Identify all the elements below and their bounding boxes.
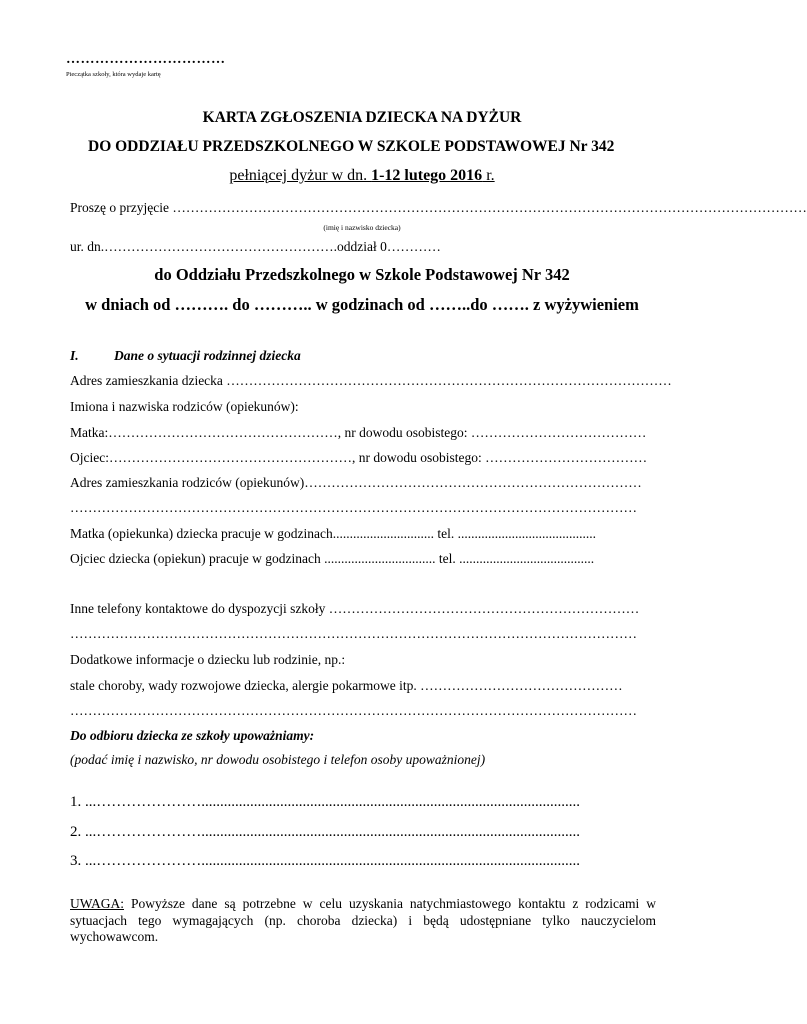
document-title: KARTA ZGŁOSZENIA DZIECKA NA DYŻUR xyxy=(202,109,522,126)
school-unit-line: do Oddziału Przedszkolnego w Szkole Podstawowej Nr 342 xyxy=(154,265,570,284)
other-phones-field[interactable]: Inne telefony kontaktowe do dyspozycji szkoły …………………………………………………………… xyxy=(70,601,640,616)
child-address-field[interactable]: Adres zamieszkania dziecka ……………………………………………………………………………………… xyxy=(70,373,672,388)
duty-period-dates: 1-12 lutego 2016 xyxy=(371,167,483,184)
parents-address-field[interactable]: Adres zamieszkania rodziców (opiekunów)………………………………………………………………… xyxy=(70,475,642,490)
section-number: I. xyxy=(70,348,79,363)
duty-period-suffix: r. xyxy=(482,167,495,184)
other-phones-continuation[interactable]: ……………………………………………………………………………………………………………… xyxy=(70,626,637,641)
parents-names-label: Imiona i nazwiska rodziców (opiekunów): xyxy=(70,399,299,414)
birth-date-field[interactable]: ur. dn.…………………………………………….oddział 0………… xyxy=(70,239,441,254)
pickup-person-1-field[interactable]: 1. ...…………………..................................................................................................... xyxy=(70,794,580,810)
additional-info-label: Dodatkowe informacje o dziecku lub rodzinie, np.: xyxy=(70,652,346,667)
document-title-line2: DO ODDZIAŁU PRZEDSZKOLNEGO W SZKOLE PODSTAWOWEJ Nr 342 xyxy=(88,138,615,155)
duty-period-prefix: pełniącej dyżur w dn. xyxy=(229,167,372,184)
father-field[interactable]: Ojciec:………………………………………………, nr dowodu osobistego: ……………………………… xyxy=(70,450,648,465)
child-name-field[interactable]: Proszę o przyjęcie …………………………………………………………………………………………………………………………… xyxy=(70,200,807,215)
pickup-hint: (podać imię i nazwisko, nr dowodu osobistego i telefon osoby upoważnionej) xyxy=(70,752,486,767)
parents-address-continuation[interactable]: ……………………………………………………………………………………………………………… xyxy=(70,500,637,515)
child-name-hint: (imię i nazwisko dziecka) xyxy=(323,223,401,232)
school-stamp-caption: Pieczątka szkoły, która wydaje kartę xyxy=(66,71,161,78)
section-heading xyxy=(70,348,301,364)
pickup-person-3-field[interactable]: 3. ...…………………..................................................................................................... xyxy=(70,853,580,869)
notice-text: Powyższe dane są potrzebne w celu uzyskania natychmiastowego kontaktu z rodzicami w sytuacjach tego wymagających (np. choroba dziecka) i będą udostępniane tylko nauczycielom wychowawcom. xyxy=(70,896,656,944)
duty-period-line xyxy=(0,167,724,185)
health-info-field[interactable]: stale choroby, wady rozwojowe dziecka, alergie pokarmowe itp. ……………………………………… xyxy=(70,678,623,693)
dates-hours-line[interactable]: w dniach od ………. do ……….. w godzinach od ……..do ……. z wyżywieniem xyxy=(85,295,639,314)
school-stamp-placeholder: …………………………… xyxy=(66,52,226,67)
mother-field[interactable]: Matka:……………………………………………, nr dowodu osobistego: ………………………………… xyxy=(70,425,647,440)
father-work-hours-field[interactable]: Ojciec dziecka (opiekun) pracuje w godzinach ................................. tel. ........................................ xyxy=(70,551,595,566)
notice-paragraph xyxy=(70,896,656,946)
mother-work-hours-field[interactable]: Matka (opiekunka) dziecka pracuje w godzinach.............................. tel. ......................................... xyxy=(70,526,596,541)
health-info-continuation[interactable]: ……………………………………………………………………………………………………………… xyxy=(70,703,637,718)
pickup-heading: Do odbioru dziecka ze szkoły upoważniamy: xyxy=(70,728,315,743)
pickup-person-2-field[interactable]: 2. ...…………………..................................................................................................... xyxy=(70,824,580,840)
notice-label: UWAGA: xyxy=(70,896,124,911)
section-title: Dane o sytuacji rodzinnej dziecka xyxy=(114,348,301,363)
